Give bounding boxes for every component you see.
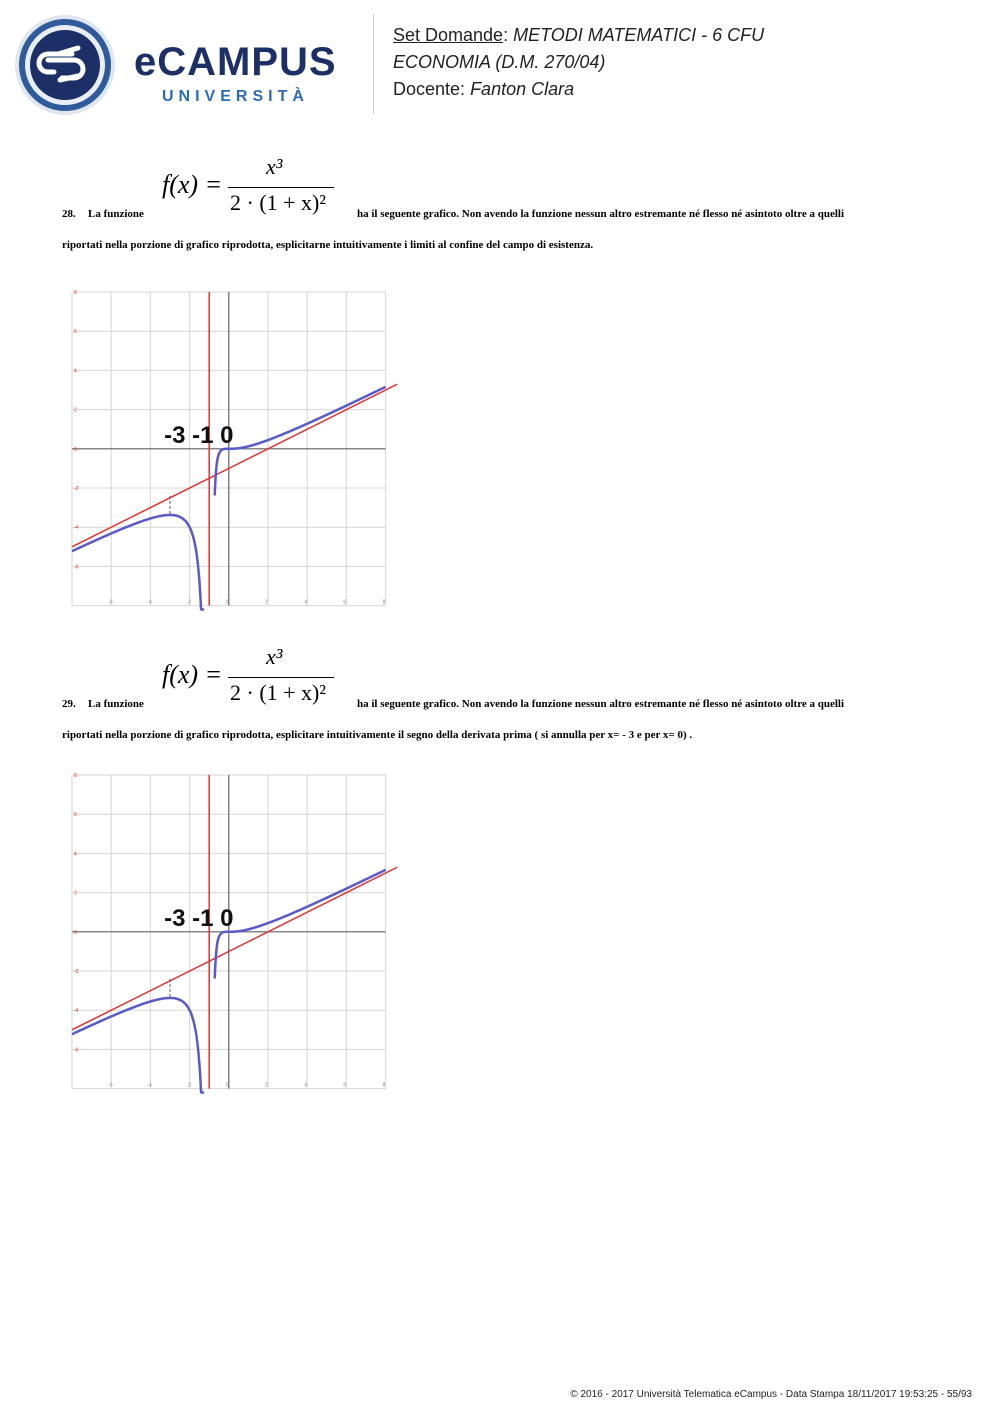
question-text-line1: ha il seguente grafico. Non avendo la funzione nessun altro estremante né flesso né asintoto oltre a quelli (357, 698, 845, 710)
teacher-name: Fanton Clara (470, 79, 575, 99)
y-tick-label: -6 (74, 564, 79, 571)
question-lead: La funzione (88, 698, 144, 710)
formula-numerator: x³ (266, 644, 283, 669)
graph-svg (62, 282, 407, 617)
question-text-line2: riportati nella porzione di grafico riprodotta, esplicitare intuitivamente il segno della derivata prima ( si annulla per x= - 3 e per x= 0) . (62, 729, 693, 741)
y-tick-label: -2 (74, 969, 79, 975)
y-tick-label: 6 (74, 329, 77, 336)
x-tick-label: 6 (343, 599, 347, 606)
x-tick-label: 0 (225, 599, 229, 606)
y-tick-label: -4 (74, 1008, 79, 1015)
x-tick-label: 4 (304, 599, 307, 606)
logo-brand-text: eCAMPUS (134, 40, 337, 84)
course-title-line2: ECONOMIA (D.M. 270/04) (393, 52, 606, 72)
formula-lhs: f(x) = (162, 660, 223, 689)
graph-point-label: -3 -1 0 (164, 421, 234, 449)
function-formula (158, 152, 338, 232)
graph-point-label: -3 -1 0 (164, 904, 234, 932)
y-tick-label: 6 (74, 812, 77, 819)
formula-denominator: 2 · (1 + x)² (230, 680, 326, 705)
formula-denominator: 2 · (1 + x)² (230, 190, 326, 215)
formula-lhs: f(x) = (162, 170, 223, 199)
question-number: 28. (62, 208, 76, 220)
function-formula (158, 642, 338, 722)
fraction-bar (228, 187, 334, 188)
x-tick-label: 6 (343, 1082, 347, 1089)
x-tick-label: -4 (147, 599, 152, 606)
question-lead: La funzione (88, 208, 144, 220)
x-tick-label: -6 (108, 1082, 113, 1089)
logo-sub-text: UNIVERSITÀ (162, 88, 309, 105)
y-tick-label: -6 (74, 1047, 79, 1054)
x-tick-label: 2 (265, 599, 268, 606)
header-divider (373, 14, 374, 114)
x-tick-label: 2 (265, 1082, 268, 1089)
y-tick-label: 8 (74, 773, 77, 779)
x-tick-label: 8 (382, 599, 386, 606)
page-footer: © 2016 - 2017 Università Telematica eCampus - Data Stampa 18/11/2017 19:53:25 - 55/93 (570, 1389, 972, 1400)
x-tick-label: 4 (304, 1082, 307, 1089)
question-number: 29. (62, 698, 76, 710)
x-tick-label: 0 (225, 1082, 229, 1089)
formula-numerator: x³ (266, 154, 283, 179)
y-tick-label: -2 (74, 486, 79, 492)
question-text-line2: riportati nella porzione di grafico riprodotta, esplicitarne intuitivamente i limiti al confine del campo di esistenza. (62, 239, 594, 251)
question-28 (62, 152, 932, 251)
university-wordmark (134, 40, 364, 115)
x-tick-label: -4 (147, 1082, 152, 1089)
x-tick-label: -2 (186, 599, 192, 606)
course-title-line1: METODI MATEMATICI - 6 CFU (513, 25, 765, 45)
x-tick-label: -2 (186, 1082, 192, 1089)
function-graph-29 (62, 765, 407, 1100)
y-tick-label: 0 (74, 929, 77, 936)
course-info: Set Domande: METODI MATEMATICI - 6 CFU ECONOMIA (D.M. 270/04) Docente: Fanton Clara (393, 25, 765, 99)
function-graph-28 (62, 282, 407, 617)
y-tick-label: 0 (74, 446, 77, 453)
page-header (0, 0, 1000, 130)
question-text-line1: ha il seguente grafico. Non avendo la funzione nessun altro estremante né flesso né asintoto oltre a quelli (357, 208, 845, 220)
university-seal-logo (14, 14, 116, 116)
fraction-bar (228, 677, 334, 678)
set-label: Set Domande (393, 25, 504, 45)
x-tick-label: -6 (108, 599, 113, 606)
x-tick-label: 8 (382, 1082, 386, 1089)
y-tick-label: 2 (74, 890, 77, 897)
teacher-label: Docente: (393, 79, 466, 99)
y-tick-label: 8 (74, 290, 77, 296)
graph-svg (62, 765, 407, 1100)
question-29 (62, 642, 932, 741)
y-tick-label: 2 (74, 407, 77, 414)
y-tick-label: 4 (74, 368, 77, 375)
y-tick-label: 4 (74, 851, 77, 858)
y-tick-label: -4 (74, 525, 79, 532)
